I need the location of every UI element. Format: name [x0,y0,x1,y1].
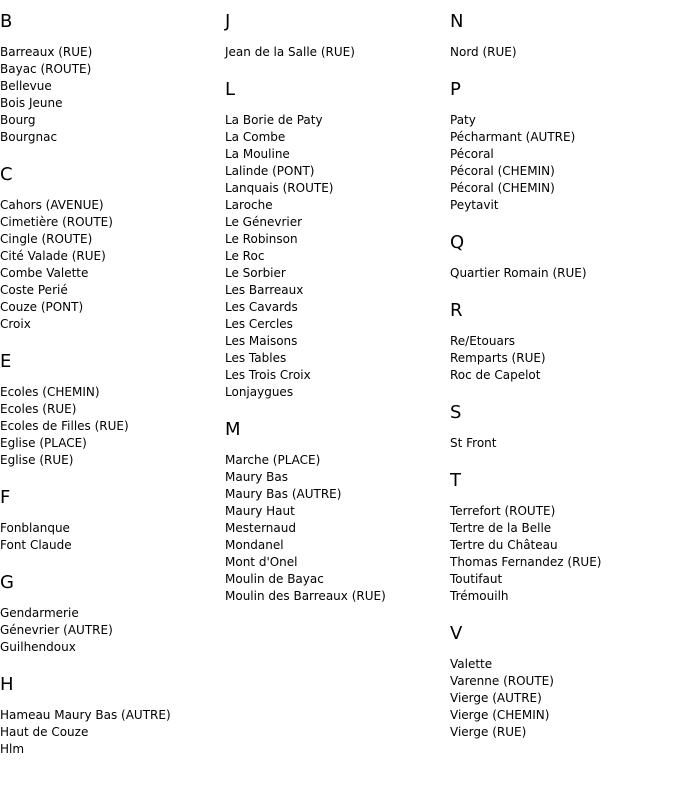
street-link[interactable]: Les Cercles [225,317,293,331]
letter-section [225,418,445,605]
street-link[interactable]: Re/Etouars [450,334,515,348]
street-link[interactable]: Bayac (ROUTE) [0,62,92,76]
letter-section [0,571,220,656]
street-list [225,452,445,605]
letter-heading: H [0,674,14,695]
letter-heading: Q [450,232,465,253]
street-link[interactable]: Génevrier (AUTRE) [0,623,113,637]
street-link[interactable]: Les Tables [225,351,287,365]
street-link[interactable]: Ecoles (CHEMIN) [0,385,100,399]
letter-heading: P [450,79,461,100]
street-link[interactable]: Lonjaygues [225,385,294,399]
street-link[interactable]: Trémouilh [450,589,509,603]
street-link[interactable]: Maury Bas (AUTRE) [225,487,342,501]
letter-section [450,401,670,452]
street-link[interactable]: Toutifaut [450,572,503,586]
letter-heading: L [225,79,236,100]
street-link[interactable]: Peytavit [450,198,499,212]
letter-section [0,350,220,469]
street-link[interactable]: La Mouline [225,147,290,161]
letter-heading: T [450,470,461,491]
street-link[interactable]: Lalinde (PONT) [225,164,315,178]
street-list [0,605,220,656]
letter-section [450,299,670,384]
street-list [450,656,670,741]
street-link[interactable]: Les Trois Croix [225,368,311,382]
letter-section [450,78,670,214]
letter-heading: B [0,11,13,32]
street-link[interactable]: Jean de la Salle (RUE) [225,45,355,59]
street-link[interactable]: Cahors (AVENUE) [0,198,104,212]
street-list [0,197,220,333]
street-link[interactable]: Les Cavards [225,300,298,314]
street-link[interactable]: Croix [0,317,31,331]
street-link[interactable]: Lanquais (ROUTE) [225,181,334,195]
street-link[interactable]: Mondanel [225,538,284,552]
street-link[interactable]: Le Robinson [225,232,298,246]
street-list [0,384,220,469]
letter-section [0,10,220,146]
letter-heading: M [225,419,241,440]
street-link[interactable]: Gendarmerie [0,606,79,620]
street-link[interactable]: Le Roc [225,249,265,263]
street-link[interactable]: Tertre du Château [450,538,558,552]
street-link[interactable]: Pécoral (CHEMIN) [450,181,555,195]
street-link[interactable]: Guilhendoux [0,640,76,654]
letter-section [450,469,670,605]
letter-heading: N [450,11,464,32]
street-link[interactable]: Mesternaud [225,521,296,535]
street-list [450,333,670,384]
street-link[interactable]: Hameau Maury Bas (AUTRE) [0,708,171,722]
letter-heading: S [450,402,462,423]
street-list [450,265,670,282]
street-list [0,707,220,758]
street-link[interactable]: Marche (PLACE) [225,453,321,467]
street-link[interactable]: Bois Jeune [0,96,63,110]
street-link[interactable]: Haut de Couze [0,725,89,739]
street-link[interactable]: Nord (RUE) [450,45,517,59]
street-link[interactable]: Roc de Capelot [450,368,541,382]
street-link[interactable]: Bellevue [0,79,52,93]
street-link[interactable]: Tertre de la Belle [450,521,552,535]
street-list [450,503,670,605]
street-link[interactable]: Bourg [0,113,36,127]
street-link[interactable]: Vierge (CHEMIN) [450,708,550,722]
letter-section [450,10,670,61]
letter-section [225,10,445,61]
street-link[interactable]: Cimetière (ROUTE) [0,215,113,229]
street-link[interactable]: Fonblanque [0,521,70,535]
street-link[interactable]: St Front [450,436,497,450]
street-link[interactable]: Vierge (AUTRE) [450,691,542,705]
street-link[interactable]: Le Génevrier [225,215,303,229]
street-link[interactable]: Pécoral [450,147,494,161]
street-list [225,112,445,401]
street-link[interactable]: Coste Perié [0,283,68,297]
street-link[interactable]: Remparts (RUE) [450,351,546,365]
street-link[interactable]: Maury Haut [225,504,295,518]
street-link[interactable]: Hlm [0,742,25,756]
street-list [450,112,670,214]
street-link[interactable]: Moulin de Bayac [225,572,324,586]
letter-heading: F [0,487,11,508]
letter-section [225,78,445,401]
letter-section [450,231,670,282]
street-link[interactable]: Mont d'Onel [225,555,298,569]
street-link[interactable]: Eglise (RUE) [0,453,74,467]
street-link[interactable]: Bourgnac [0,130,58,144]
street-link[interactable]: Cité Valade (RUE) [0,249,106,263]
letter-section [0,486,220,554]
letter-section [0,163,220,333]
letter-section [0,673,220,758]
street-link[interactable]: Quartier Romain (RUE) [450,266,587,280]
street-link[interactable]: Moulin des Barreaux (RUE) [225,589,386,603]
letter-heading: J [225,11,231,32]
street-link[interactable]: Cingle (ROUTE) [0,232,93,246]
street-link[interactable]: Varenne (ROUTE) [450,674,554,688]
street-link[interactable]: Couze (PONT) [0,300,84,314]
street-link[interactable]: Ecoles de Filles (RUE) [0,419,129,433]
street-link[interactable]: Laroche [225,198,273,212]
street-link[interactable]: Eglise (PLACE) [0,436,87,450]
street-link[interactable]: Maury Bas [225,470,288,484]
street-list [225,44,445,61]
street-link[interactable]: Paty [450,113,476,127]
street-list [450,44,670,61]
street-link[interactable]: La Borie de Paty [225,113,323,127]
street-link[interactable]: Terrefort (ROUTE) [450,504,556,518]
letter-heading: C [0,164,13,185]
street-link[interactable]: Thomas Fernandez (RUE) [450,555,602,569]
letter-heading: G [0,572,14,593]
street-link[interactable]: Les Maisons [225,334,298,348]
street-link[interactable]: Valette [450,657,493,671]
street-list [450,435,670,452]
street-link[interactable]: La Combe [225,130,286,144]
letter-section [450,622,670,741]
street-link[interactable]: Les Barreaux [225,283,304,297]
street-link[interactable]: Font Claude [0,538,72,552]
index-column-1 [0,10,220,775]
letter-heading: R [450,300,463,321]
index-column-2 [225,10,445,622]
street-link[interactable]: Barreaux (RUE) [0,45,93,59]
letter-heading: E [0,351,12,372]
letter-heading: V [450,623,463,644]
street-link[interactable]: Pécoral (CHEMIN) [450,164,555,178]
street-link[interactable]: Ecoles (RUE) [0,402,77,416]
street-list [0,520,220,554]
street-link[interactable]: Vierge (RUE) [450,725,527,739]
street-link[interactable]: Le Sorbier [225,266,286,280]
street-link[interactable]: Pécharmant (AUTRE) [450,130,576,144]
street-list [0,44,220,146]
index-column-3 [450,10,670,758]
street-link[interactable]: Combe Valette [0,266,89,280]
